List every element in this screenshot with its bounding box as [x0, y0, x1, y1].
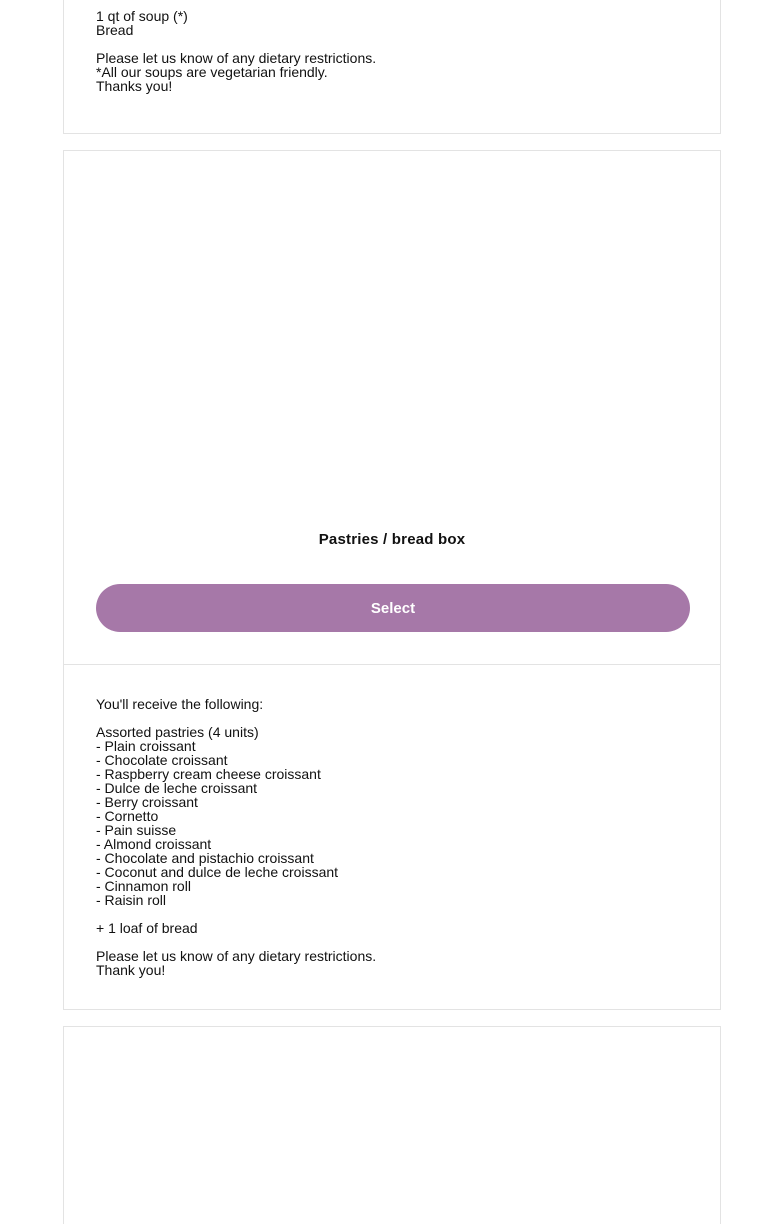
soup-box-card: [63, 0, 721, 134]
pastries-bread-box-card: [63, 150, 721, 1010]
next-product-card: [63, 1026, 721, 1224]
product-image: [64, 151, 720, 511]
product-description: [96, 0, 688, 93]
description-notes: Please let us know of any dietary restrictions. *All our soups are vegetarian friendly. Thanks you!: [96, 50, 377, 94]
description-notes: Please let us know of any dietary restrictions. Thank you!: [96, 948, 377, 978]
description-extra: + 1 loaf of bread: [96, 920, 198, 936]
product-title: Pastries / bread box: [318, 531, 466, 548]
select-button[interactable]: Select: [96, 584, 690, 632]
product-image: [64, 1027, 720, 1224]
divider: [64, 664, 720, 665]
product-description: [96, 697, 688, 977]
description-items: Assorted pastries (4 units) - Plain croissant - Chocolate croissant - Raspberry cream cheese croissant - Dulce de leche croissant - Berry croissant - Cornetto - Pain suisse - Almond croissant - Chocolate and pistachio croissant - Coconut and dulce de leche croissant - Cinnamon roll - Raisin roll: [96, 724, 339, 908]
description-items: 1 qt of soup (*) Bread: [96, 8, 188, 38]
description-intro: You'll receive the following:: [96, 696, 264, 712]
